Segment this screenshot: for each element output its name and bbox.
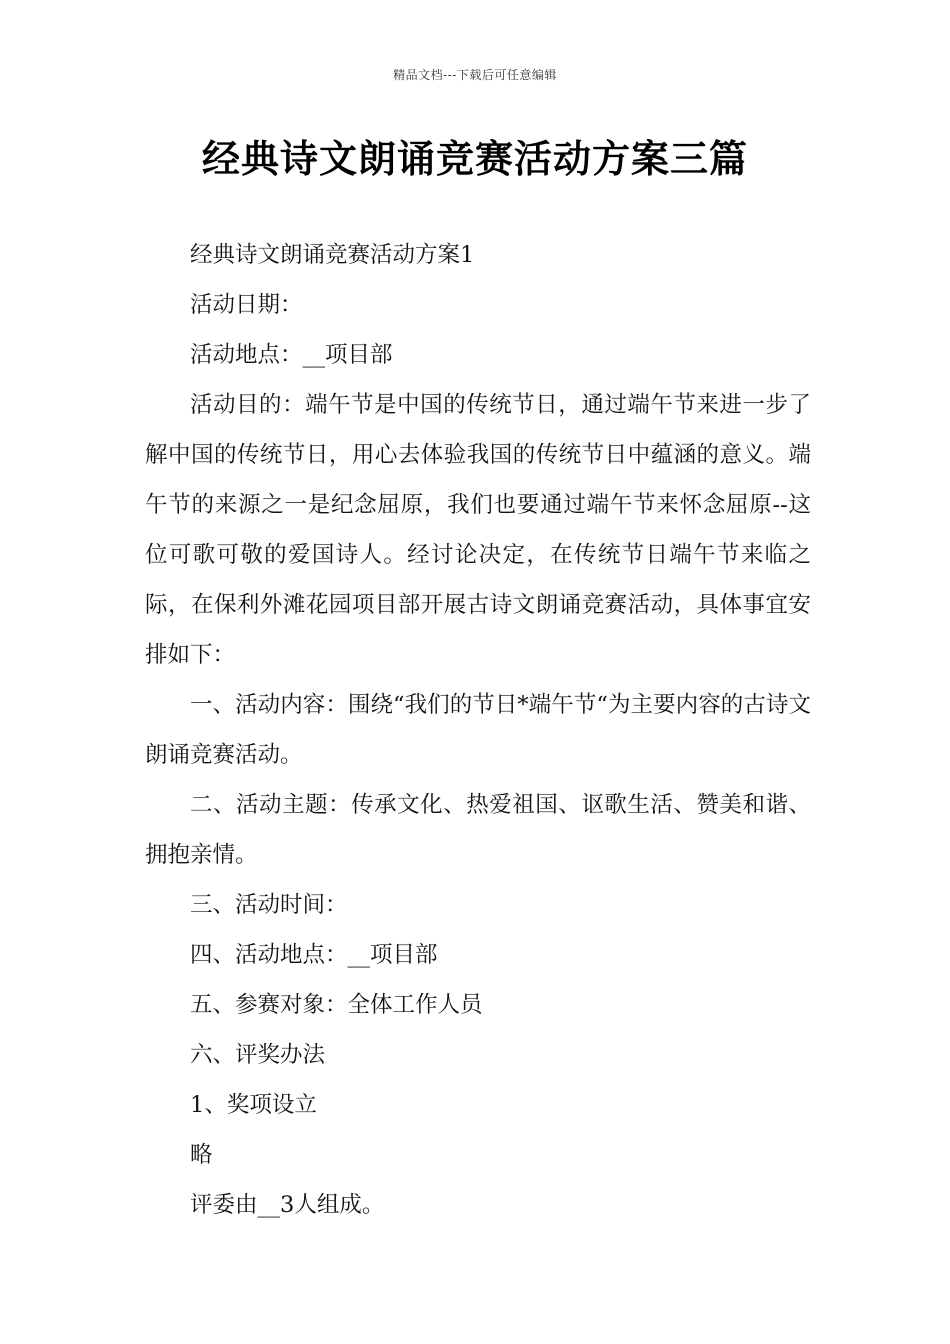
paragraph-judging-method: 六、评奖办法 xyxy=(190,1042,326,1068)
paragraph-activity-purpose: 活动目的：端午节是中国的传统节日，通过端午节来进一步了解中国的传统节日，用心去体验我国的传统节日中蕴涵的意义。端午节的来源之一是纪念屈原，我们也要通过端午节来怀念屈原--这位可歌可敬的爱国诗人。经讨论决定，在传统节日端午节来临之际，在保利外滩花园项目部开展古诗文朗诵竞赛活动，具体事宜安排如下： xyxy=(145,392,811,668)
paragraph-activity-time: 三、活动时间： xyxy=(190,892,348,918)
paragraph-activity-location: 活动地点：__项目部 xyxy=(190,342,393,368)
document-body xyxy=(145,230,811,1230)
paragraph-omitted: 略 xyxy=(190,1142,213,1168)
paragraph-activity-theme: 二、活动主题：传承文化、热爱祖国、讴歌生活、赞美和谐、拥抱亲情。 xyxy=(145,792,811,868)
paragraph-judges: 评委由__3人组成。 xyxy=(190,1192,385,1218)
paragraph-activity-content: 一、活动内容：围绕“我们的节日*端午节“为主要内容的古诗文朗诵竞赛活动。 xyxy=(145,692,811,768)
paragraph-plan-heading: 经典诗文朗诵竞赛活动方案1 xyxy=(190,242,475,268)
paragraph-activity-venue: 四、活动地点：__项目部 xyxy=(190,942,438,968)
paragraph-activity-date: 活动日期： xyxy=(190,292,303,318)
paragraph-participants: 五、参赛对象：全体工作人员 xyxy=(190,992,483,1018)
document-title: 经典诗文朗诵竞赛活动方案三篇 xyxy=(201,137,748,181)
paragraph-award-setup: 1、奖项设立 xyxy=(190,1092,317,1118)
header-note: 精品文档---下载后可任意编辑 xyxy=(393,68,557,82)
